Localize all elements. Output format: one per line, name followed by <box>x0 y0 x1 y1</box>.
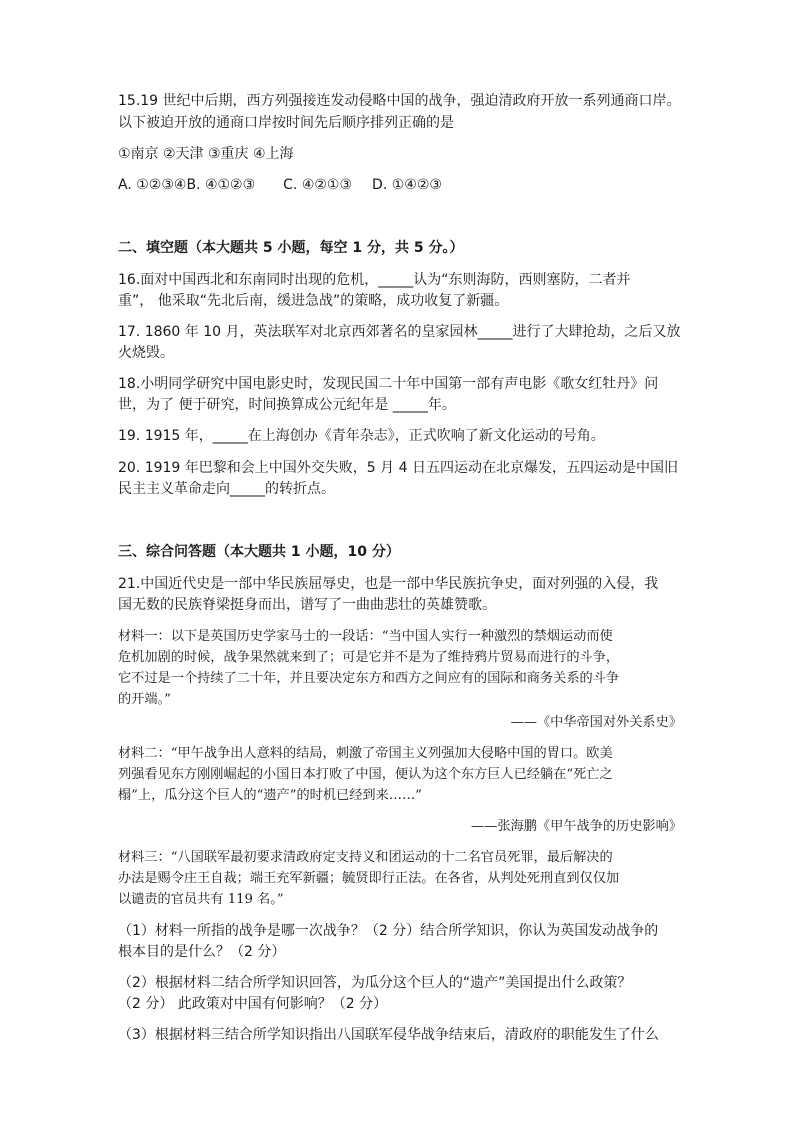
material-2-line-2: 列强看见东方刚刚崛起的小国日本打败了中国，便认为这个东方巨人已经躺在“死亡之 <box>118 767 613 782</box>
q17-line-2: 火烧毁。 <box>118 345 174 361</box>
q15-line-1: 15.19 世纪中后期，西方列强接连发动侵略中国的战争，强迫清政府开放一系列通商口岸。 <box>118 93 681 109</box>
material-1-line-4: 的开端。” <box>118 692 171 707</box>
material-2-line-1: 材料二：“甲午战争出人意料的结局，刺激了帝国主义列强加大侵略中国的胃口。欧美 <box>118 746 613 761</box>
section-3-title: 三、综合问答题（本大题共 1 小题，10 分） <box>118 544 400 560</box>
q18-line-2: 世，为了 便于研究，时间换算成公元纪年是 _____年。 <box>118 397 456 413</box>
material-2-source: ——张海鹏《甲午战争的历史影响》 <box>471 819 682 834</box>
material-3-line-3: 以谴责的官员共有 119 名。” <box>118 892 284 907</box>
sub-question-1-line-2: 根本目的是什么？（2 分） <box>118 944 286 960</box>
q15-items: ①南京 ②天津 ③重庆 ④上海 <box>118 146 294 162</box>
q21-line-2: 国无数的民族脊梁挺身而出，谱写了一曲曲悲壮的英雄赞歌。 <box>118 597 496 613</box>
q15-line-2: 以下被迫开放的通商口岸按时间先后顺序排列正确的是 <box>118 115 454 131</box>
option-d: D. ①④②③ <box>372 177 442 193</box>
sub-question-2-line-1: （2）根据材料二结合所学知识回答，为瓜分这个巨人的“遗产”美国提出什么政策？ <box>118 975 632 991</box>
q17-line-1: 17. 1860 年 10 月，英法联军对北京西郊著名的皇家园林_____进行了大肆抢劫，之后又放 <box>118 324 681 340</box>
q16-line-1: 16.面对中国西北和东南同时出现的危机，_____认为“东则海防，西则塞防，二者并 <box>118 272 631 288</box>
material-1-line-2: 危机加剧的时候，战争果然就来到了；可是它并不是为了维持鸦片贸易而进行的斗争， <box>118 650 620 665</box>
material-3-line-1: 材料三：“八国联军最初要求清政府定支持义和团运动的十二名官员死罪，最后解决的 <box>118 850 613 865</box>
sub-question-2-line-2: （2 分） 此政策对中国有何影响？（2 分） <box>118 996 388 1012</box>
material-2-line-3: 榻”上，瓜分这个巨人的“遗产”的时机已经到来……” <box>118 788 422 803</box>
q20-line-2: 民主主义革命走向_____的转折点。 <box>118 481 335 497</box>
material-3-line-2: 办法是赐令庄王自裁；端王充军新疆；毓贤即行正法。在各省，从判处死刑直到仅仅加 <box>118 871 620 886</box>
sub-question-1-line-1: （1）材料一所指的战争是哪一次战争？（2 分）结合所学知识，你认为英国发动战争的 <box>118 923 659 939</box>
material-1-line-1: 材料一：以下是英国历史学家马士的一段话：“当中国人实行一种激烈的禁烟运动而使 <box>118 629 613 644</box>
material-1-source: ——《中华帝国对外关系史》 <box>510 715 682 730</box>
q16-line-2: 重”， 他采取“先北后南，缓进急战”的策略，成功收复了新疆。 <box>118 293 509 309</box>
option-b: B. ④①②③ <box>186 177 256 193</box>
section-2-title: 二、填空题（本大题共 5 小题，每空 1 分，共 5 分。） <box>118 240 464 256</box>
q18-line-1: 18.小明同学研究中国电影史时，发现民国二十年中国第一部有声电影《歌女红牡丹》问 <box>118 376 659 392</box>
material-1-line-3: 它不过是一个持续了二十年，并且要决定东方和西方之间应有的国际和商务关系的斗争 <box>118 671 620 686</box>
q19-line-1: 19. 1915 年，_____在上海创办《青年杂志》，正式吹响了新文化运动的号角。 <box>118 428 605 444</box>
q15-options <box>118 175 442 195</box>
option-c: C. ④②①③ <box>283 177 353 193</box>
sub-question-3-line-1: （3）根据材料三结合所学知识指出八国联军侵华战争结束后，清政府的职能发生了什么 <box>118 1027 659 1043</box>
q21-line-1: 21.中国近代史是一部中华民族屈辱史，也是一部中华民族抗争史，面对列强的入侵，我 <box>118 576 659 592</box>
q20-line-1: 20. 1919 年巴黎和会上中国外交失败，5 月 4 日五四运动在北京爆发，五四运动是中国旧 <box>118 460 678 476</box>
option-a: A. ①②③④ <box>118 177 187 193</box>
